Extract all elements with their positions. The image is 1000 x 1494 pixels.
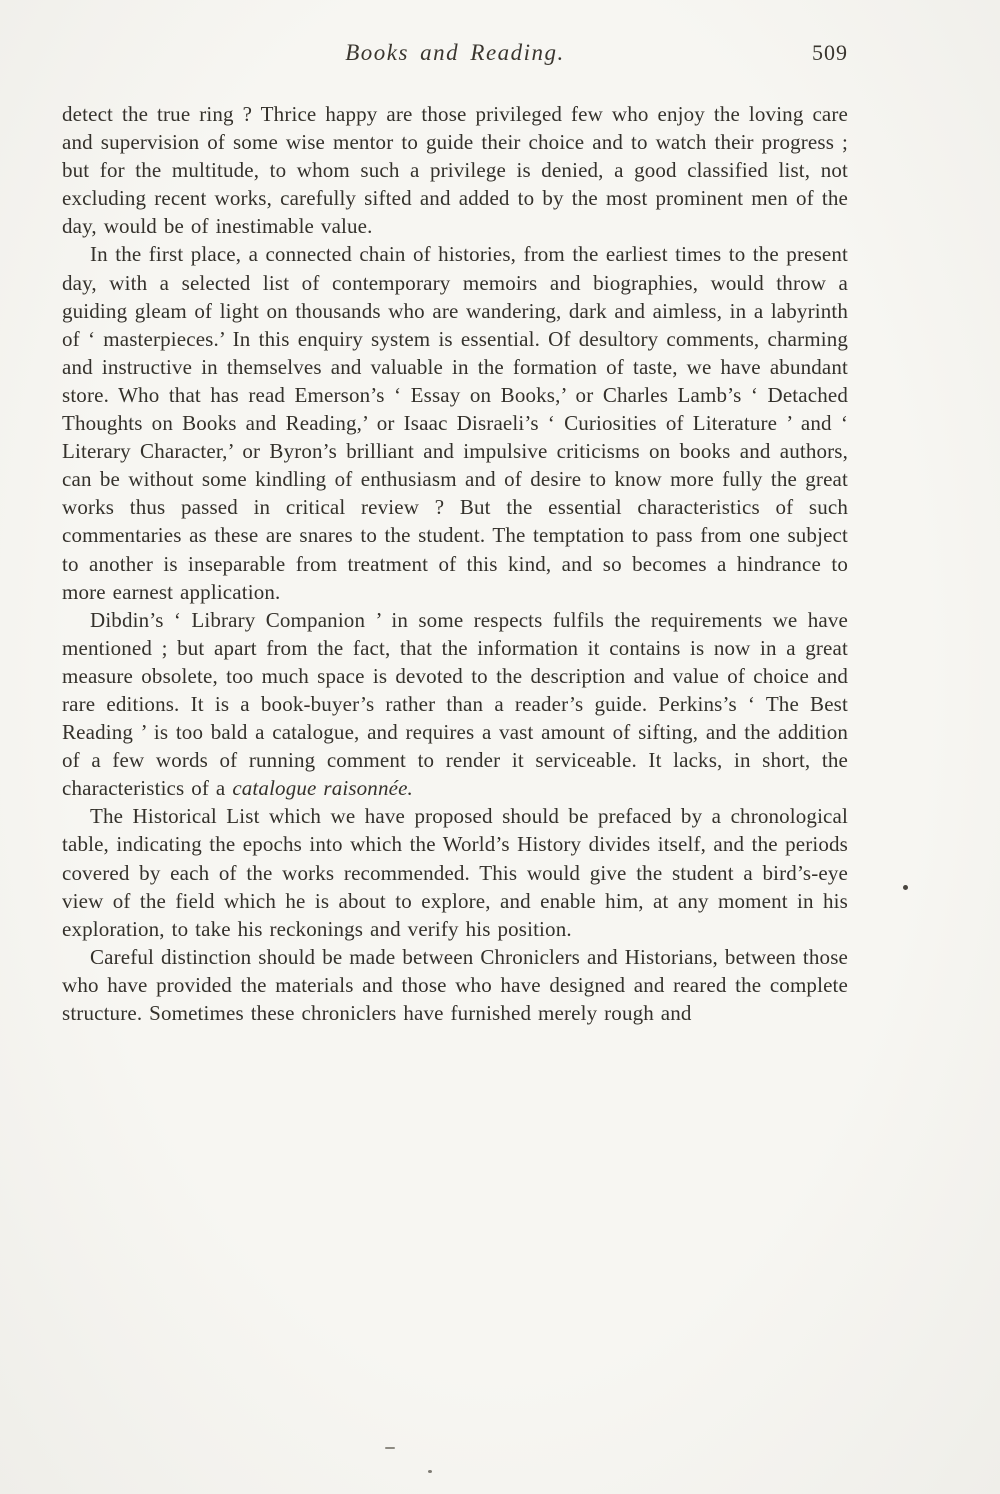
paragraph — [62, 240, 848, 605]
text-run: detect the true ring ? Thrice happy are those privileged few who enjoy the loving care and supervision of some wise mentor to guide their choice and to watch their progress ; but for the multitude, to whom such a privilege is denied, a good classified list, not excluding recent works, carefully sifted and added to by the most prominent men of the day, would be of inestimable value. — [62, 102, 848, 239]
italic-text-run: catalogue raisonnée. — [232, 776, 413, 801]
text-run: The Historical List which we have proposed should be prefaced by a chronological table, indicating the epochs into which the World’s History divides itself, and the periods covered by each of the works recommended. This would give the student a bird’s-eye view of the field which he is about to explore, and enable him, at any moment in his exploration, to take his reckonings and verify his position. — [62, 804, 848, 941]
page-number: 509 — [812, 40, 848, 65]
paragraph — [62, 802, 848, 942]
scan-artifact-mark — [385, 1447, 395, 1449]
text-run: Dibdin’s ‘ Library Companion ’ in some respects fulfils the requirements we have mentioned ; but apart from the fact, that the information it contains is now in a great measure obsolete, too much space is devoted to the description and value of choice and rare editions. It is a book-buyer’s rather than a reader’s guide. Perkins’s ‘ The Best Reading ’ is too bald a catalogue, and requires a vast amount of sifting, and the addition of a few words of running comment to render it serviceable. It lacks, in short, the characteristics of a — [62, 607, 848, 801]
running-title: Books and Reading. — [345, 40, 565, 65]
scan-artifact-mark — [428, 1470, 432, 1473]
paragraph — [62, 100, 848, 240]
text-run: Careful distinction should be made between Chroniclers and Historians, between those who have provided the materials and those who have designed and reared the complete structure. Sometimes these chroniclers have furnished merely rough and — [62, 944, 848, 1025]
scan-artifact-dot — [903, 885, 908, 890]
page-header — [62, 40, 848, 74]
text-run: In the first place, a connected chain of histories, from the earliest times to the present day, with a selected list of contemporary memoirs and biographies, would throw a guiding gleam of light on thousands who are wandering, dark and aimless, in a labyrinth of ‘ masterpieces.’ In this enquiry system is essential. Of desultory comments, charming and instructive in themselves and valuable in the formation of taste, we have abundant store. Who that has read Emerson’s ‘ Essay on Books,’ or Charles Lamb’s ‘ Detached Thoughts on Books and Reading,’ or Isaac Disraeli’s ‘ Curiosities of Literature ’ and ‘ Literary Character,’ or Byron’s brilliant and impulsive criticisms on books and authors, can be without some kindling of enthusiasm and of desire to know more fully the great works thus passed in critical review ? But the essential characteristics of such commentaries as these are snares to the student. The temptation to pass from one subject to another is inseparable from treatment of this kind, and so becomes a hindrance to more earnest application. — [62, 242, 848, 604]
paragraph — [62, 943, 848, 1027]
paragraph — [62, 606, 848, 803]
page-body — [62, 100, 848, 1027]
